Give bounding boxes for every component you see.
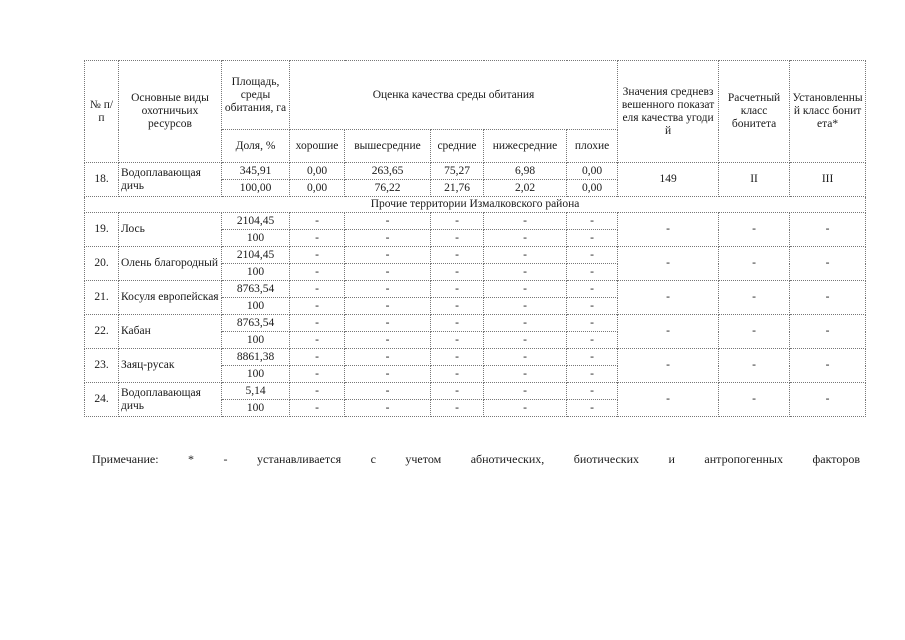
dash: - <box>345 315 431 332</box>
dash: - <box>345 400 431 417</box>
dash: - <box>431 281 484 298</box>
dash: - <box>484 247 567 264</box>
row-name: Лось <box>119 213 222 247</box>
dash: - <box>567 213 618 230</box>
row-area: 345,91 <box>222 163 290 180</box>
dash: - <box>290 247 345 264</box>
header-species: Основные виды охотничьих ресурсов <box>119 61 222 163</box>
dash: - <box>567 383 618 400</box>
header-area: Площадь, среды обитания, га <box>222 61 290 130</box>
dash: - <box>567 349 618 366</box>
row-area: 8763,54 <box>222 315 290 332</box>
dash: - <box>484 400 567 417</box>
table-row <box>85 163 866 180</box>
dash: - <box>345 298 431 315</box>
row-num: 20. <box>85 247 119 281</box>
row-num: 24. <box>85 383 119 417</box>
dash: - <box>790 383 866 417</box>
row-bad-pct: 0,00 <box>567 180 618 197</box>
row-share: 100 <box>222 366 290 383</box>
row-area: 8763,54 <box>222 281 290 298</box>
dash: - <box>484 298 567 315</box>
row-share: 100 <box>222 264 290 281</box>
row-avg-pct: 21,76 <box>431 180 484 197</box>
dash: - <box>290 366 345 383</box>
dash: - <box>431 298 484 315</box>
dash: - <box>484 383 567 400</box>
dash: - <box>290 230 345 247</box>
row-num: 19. <box>85 213 119 247</box>
section-title: Прочие территории Измалковского района <box>85 197 866 213</box>
dash: - <box>484 264 567 281</box>
header-avg: средние <box>431 130 484 163</box>
row-num: 23. <box>85 349 119 383</box>
dash: - <box>618 383 719 417</box>
dash: - <box>431 400 484 417</box>
dash: - <box>484 281 567 298</box>
row-below-avg-pct: 2,02 <box>484 180 567 197</box>
dash: - <box>719 383 790 417</box>
dash: - <box>431 315 484 332</box>
row-avg: 75,27 <box>431 163 484 180</box>
section-row <box>85 197 866 213</box>
table-row <box>85 247 866 264</box>
dash: - <box>345 349 431 366</box>
dash: - <box>618 349 719 383</box>
dash: - <box>618 315 719 349</box>
dash: - <box>484 366 567 383</box>
row-num: 22. <box>85 315 119 349</box>
dash: - <box>290 315 345 332</box>
dash: - <box>431 366 484 383</box>
header-row-1 <box>85 61 866 130</box>
table-row <box>85 383 866 400</box>
row-num: 21. <box>85 281 119 315</box>
row-num: 18. <box>85 163 119 197</box>
dash: - <box>567 315 618 332</box>
bonitet-table <box>84 60 866 417</box>
row-area: 2104,45 <box>222 247 290 264</box>
dash: - <box>484 332 567 349</box>
row-below-avg: 6,98 <box>484 163 567 180</box>
dash: - <box>290 298 345 315</box>
row-share: 100 <box>222 298 290 315</box>
dash: - <box>567 332 618 349</box>
row-above-avg-pct: 76,22 <box>345 180 431 197</box>
dash: - <box>345 247 431 264</box>
dash: - <box>484 315 567 332</box>
dash: - <box>431 247 484 264</box>
row-share: 100 <box>222 400 290 417</box>
dash: - <box>345 230 431 247</box>
dash: - <box>290 400 345 417</box>
dash: - <box>290 349 345 366</box>
dash: - <box>618 213 719 247</box>
row-area: 5,14 <box>222 383 290 400</box>
row-share: 100 <box>222 230 290 247</box>
dash: - <box>719 213 790 247</box>
header-below-avg: нижесредние <box>484 130 567 163</box>
dash: - <box>567 247 618 264</box>
dash: - <box>719 315 790 349</box>
table-row <box>85 281 866 298</box>
dash: - <box>567 298 618 315</box>
dash: - <box>618 247 719 281</box>
row-share: 100,00 <box>222 180 290 197</box>
dash: - <box>790 247 866 281</box>
dash: - <box>790 349 866 383</box>
dash: - <box>719 349 790 383</box>
row-weighted: 149 <box>618 163 719 197</box>
dash: - <box>567 366 618 383</box>
header-good: хорошие <box>290 130 345 163</box>
dash: - <box>431 230 484 247</box>
footnote: Примечание: * - устанавливается с учетом абнотических, биотических и антропогенных факторов <box>92 452 860 466</box>
dash: - <box>290 281 345 298</box>
dash: - <box>484 213 567 230</box>
dash: - <box>431 332 484 349</box>
header-weighted: Значения средневзвешенного показателя качества угодий <box>618 61 719 163</box>
dash: - <box>290 332 345 349</box>
row-set-class: III <box>790 163 866 197</box>
dash: - <box>484 349 567 366</box>
row-name: Олень благородный <box>119 247 222 281</box>
header-calc-class: Расчетный класс бонитета <box>719 61 790 163</box>
row-area: 2104,45 <box>222 213 290 230</box>
dash: - <box>290 213 345 230</box>
row-share: 100 <box>222 332 290 349</box>
row-name: Водоплавающая дичь <box>119 163 222 197</box>
dash: - <box>567 281 618 298</box>
dash: - <box>345 213 431 230</box>
dash: - <box>345 366 431 383</box>
dash: - <box>719 247 790 281</box>
row-good: 0,00 <box>290 163 345 180</box>
dash: - <box>431 349 484 366</box>
header-above-avg: вышесредние <box>345 130 431 163</box>
dash: - <box>345 383 431 400</box>
dash: - <box>345 281 431 298</box>
dash: - <box>790 281 866 315</box>
row-above-avg: 263,65 <box>345 163 431 180</box>
row-name: Водоплавающая дичь <box>119 383 222 417</box>
row-bad: 0,00 <box>567 163 618 180</box>
header-set-class: Установленный класс бонитета* <box>790 61 866 163</box>
dash: - <box>345 264 431 281</box>
header-quality: Оценка качества среды обитания <box>290 61 618 130</box>
dash: - <box>618 281 719 315</box>
dash: - <box>290 264 345 281</box>
table-row <box>85 213 866 230</box>
dash: - <box>431 383 484 400</box>
row-name: Заяц-русак <box>119 349 222 383</box>
row-name: Косуля европейская <box>119 281 222 315</box>
dash: - <box>431 213 484 230</box>
dash: - <box>790 213 866 247</box>
table-row <box>85 315 866 332</box>
row-name: Кабан <box>119 315 222 349</box>
dash: - <box>484 230 567 247</box>
row-area: 8861,38 <box>222 349 290 366</box>
row-calc-class: II <box>719 163 790 197</box>
dash: - <box>790 315 866 349</box>
row-good-pct: 0,00 <box>290 180 345 197</box>
dash: - <box>567 400 618 417</box>
dash: - <box>567 264 618 281</box>
dash: - <box>290 383 345 400</box>
header-share: Доля, % <box>222 130 290 163</box>
table-row <box>85 349 866 366</box>
dash: - <box>345 332 431 349</box>
header-bad: плохие <box>567 130 618 163</box>
dash: - <box>719 281 790 315</box>
dash: - <box>431 264 484 281</box>
header-num: № п/п <box>85 61 119 163</box>
dash: - <box>567 230 618 247</box>
